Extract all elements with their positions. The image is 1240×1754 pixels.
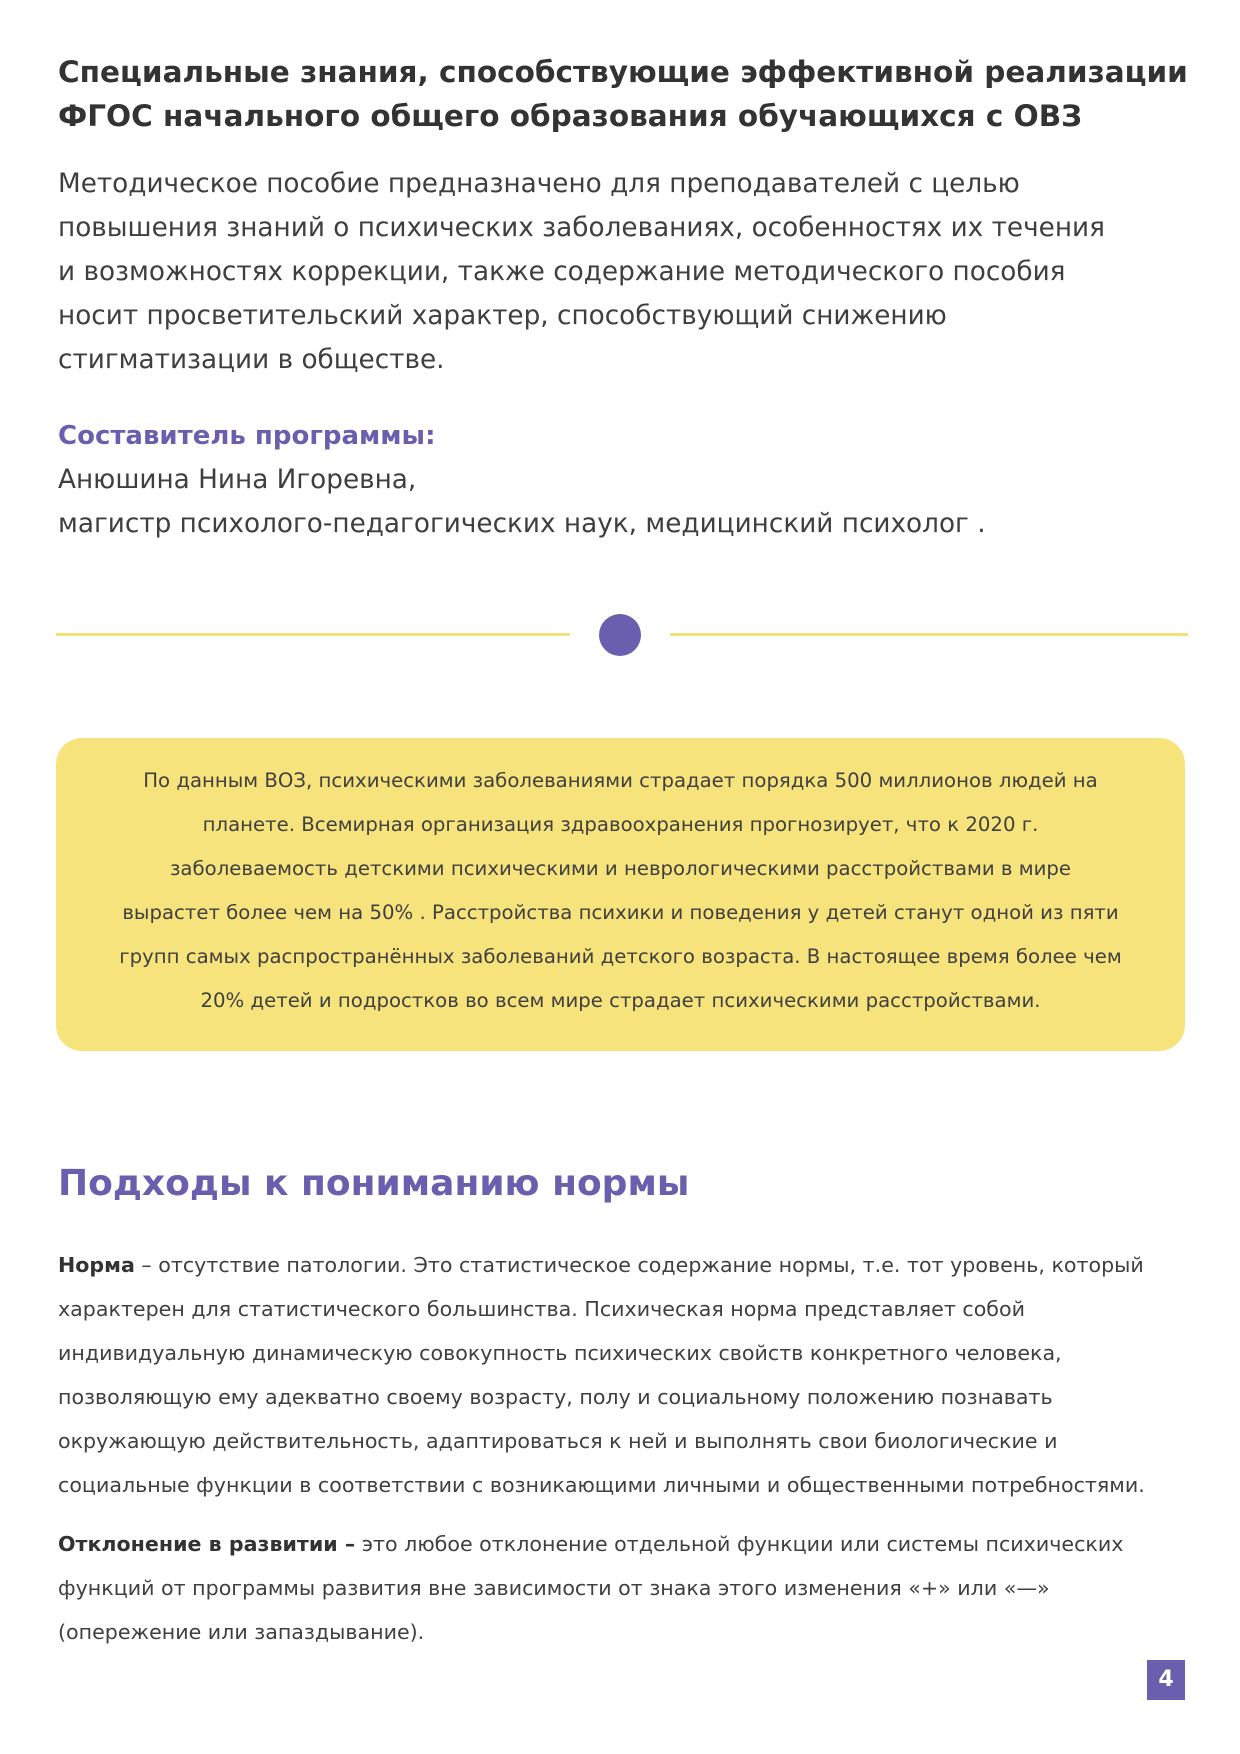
norma-definition: [58, 1243, 1198, 1507]
divider-dot: [599, 614, 641, 656]
paragraph-line: позволяющую ему адекватно своему возрасту, полу и социальному положению познавать: [58, 1385, 1053, 1409]
deviation-term: Отклонение в развитии –: [58, 1532, 356, 1556]
norma-term: Норма: [58, 1253, 135, 1277]
paragraph-line: функций от программы развития вне зависимости от знака этого изменения «+» или «—»: [58, 1576, 1050, 1600]
paragraph-line: [58, 1522, 1198, 1566]
description-line: повышения знаний о психических заболеваниях, особенностях их течения: [58, 213, 1105, 243]
callout-line: групп самых распространённых заболеваний детского возраста. В настоящее время более чем: [119, 945, 1122, 968]
description-paragraph: [58, 162, 1198, 382]
description-line: и возможностях коррекции, также содержание методического пособия: [58, 257, 1066, 287]
description-line: стигматизации в обществе.: [58, 345, 445, 375]
author-credentials: магистр психолого-педагогических наук, медицинский психолог .: [58, 509, 986, 539]
callout-line: По данным ВОЗ, психическими заболеваниями страдает порядка 500 миллионов людей на: [143, 769, 1098, 792]
callout-text: [56, 759, 1185, 1023]
callout-line: вырастет более чем на 50% . Расстройства психики и поведения у детей станут одной из пяти: [122, 901, 1119, 924]
callout-line: заболеваемость детскими психическими и неврологическими расстройствами в мире: [169, 857, 1072, 880]
paragraph-line: (опережение или запаздывание).: [58, 1620, 425, 1644]
description-line: носит просветительский характер, способствующий снижению: [58, 301, 947, 331]
callout-line: планете. Всемирная организация здравоохранения прогнозирует, что к 2020 г.: [202, 813, 1039, 836]
paragraph-line: социальные функции в соответствии с возникающими личными и общественными потребностями.: [58, 1473, 1145, 1497]
divider-line-right: [670, 633, 1188, 636]
paragraph-line: индивидуальную динамическую совокупность психических свойств конкретного человека,: [58, 1341, 1062, 1365]
author-heading: Составитель программы:: [58, 421, 436, 451]
page-number-badge: 4: [1147, 1660, 1185, 1700]
title-line: Специальные знания, способствующие эффективной реализации: [58, 55, 1188, 89]
divider-line-left: [56, 633, 570, 636]
norma-first-line: – отсутствие патологии. Это статистическое содержание нормы, т.е. тот уровень, который: [134, 1253, 1144, 1277]
paragraph-line: [58, 1243, 1198, 1287]
deviation-first-line: это любое отклонение отдельной функции или системы психических: [355, 1532, 1124, 1556]
author-name: Анюшина Нина Игоревна,: [58, 465, 417, 495]
description-line: Методическое пособие предназначено для преподавателей с целью: [58, 169, 1020, 199]
document-title: [58, 50, 1188, 138]
callout-line: 20% детей и подростков во всем мире страдает психическими расстройствами.: [200, 989, 1041, 1012]
deviation-definition: [58, 1522, 1198, 1654]
title-line: ФГОС начального общего образования обучающихся с ОВЗ: [58, 99, 1083, 133]
paragraph-line: характерен для статистического большинства. Психическая норма представляет собой: [58, 1297, 1025, 1321]
section-heading: Подходы к пониманию нормы: [58, 1163, 690, 1204]
paragraph-line: окружающую действительность, адаптироваться к ней и выполнять свои биологические и: [58, 1429, 1058, 1453]
who-statistics-callout: [56, 738, 1185, 1051]
